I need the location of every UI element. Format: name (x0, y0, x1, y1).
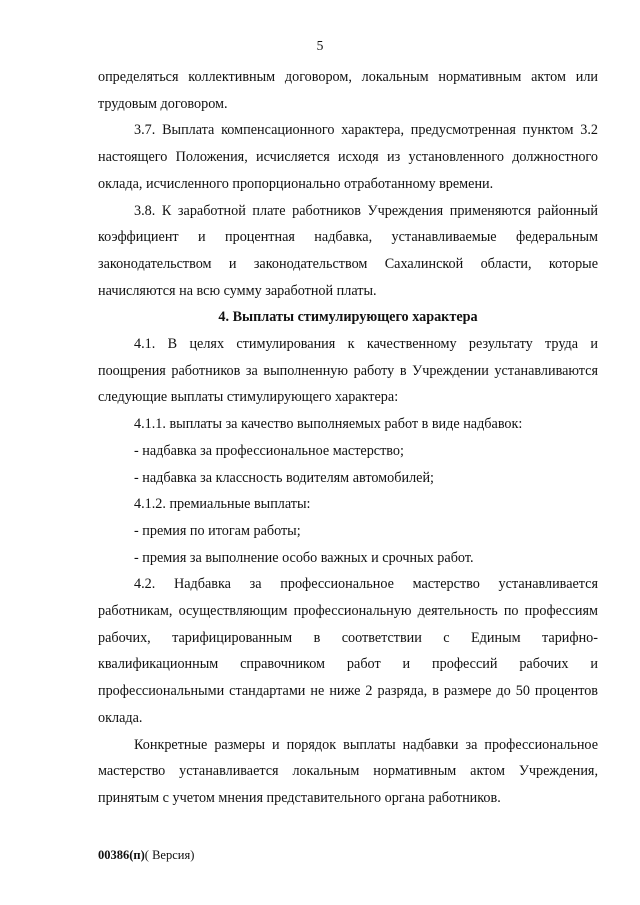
list-item-bonus-skill: - надбавка за профессиональное мастерство; (134, 442, 404, 459)
page-number: 5 (316, 38, 324, 53)
list-item-4-1-1: 4.1.1. выплаты за качество выполняемых работ в виде надбавок: (134, 416, 523, 433)
list-item-premium-urgent: - премия за выполнение особо важных и срочных работ. (134, 549, 474, 566)
paragraph-3-8: 3.8. К заработной плате работников Учреждения применяются районный коэффициент и процентная надбавка, устанавливаемые федеральным законодательством и законодательством Сахалинской области, которые начисляются на всю сумму заработной платы. (98, 202, 598, 299)
document-footer (98, 848, 194, 863)
section-heading-4: 4. Выплаты стимулирующего характера (218, 309, 478, 326)
footer-code: 00386(п) (98, 848, 145, 862)
list-item-4-1-2: 4.1.2. премиальные выплаты: (134, 496, 311, 513)
paragraph-4-1: 4.1. В целях стимулирования к качественному результату труда и поощрения работников за выполненную работу в Учреждении устанавливаются следующие выплаты стимулирующего характера: (98, 336, 598, 406)
paragraph-continuation: определяться коллективным договором, локальным нормативным актом или трудовым договором. (98, 69, 598, 112)
paragraph-4-2: 4.2. Надбавка за профессиональное мастерство устанавливается работникам, осуществляющим профессиональную деятельность по профессиям рабочих, тарифицированным в соответствии с Единым тарифно-квалификационным справочником работ и профессий рабочих и профессиональными стандартами не ниже 2 разряда, в размере до 50 процентов оклада. (98, 576, 598, 726)
document-body (98, 64, 598, 812)
footer-version: ( Версия) (144, 848, 195, 862)
paragraph-specific-amounts: Конкретные размеры и порядок выплаты надбавки за профессиональное мастерство устанавливается локальным нормативным актом Учреждения, принятым с учетом мнения представительного органа работников. (98, 736, 598, 806)
list-item-bonus-class: - надбавка за классность водителям автомобилей; (134, 469, 434, 486)
list-item-premium-results: - премия по итогам работы; (134, 522, 301, 539)
paragraph-3-7: 3.7. Выплата компенсационного характера, предусмотренная пунктом 3.2 настоящего Положения, исчисляется исходя из установленного должностного оклада, исчисленного пропорционально отработанному времени. (98, 122, 598, 192)
